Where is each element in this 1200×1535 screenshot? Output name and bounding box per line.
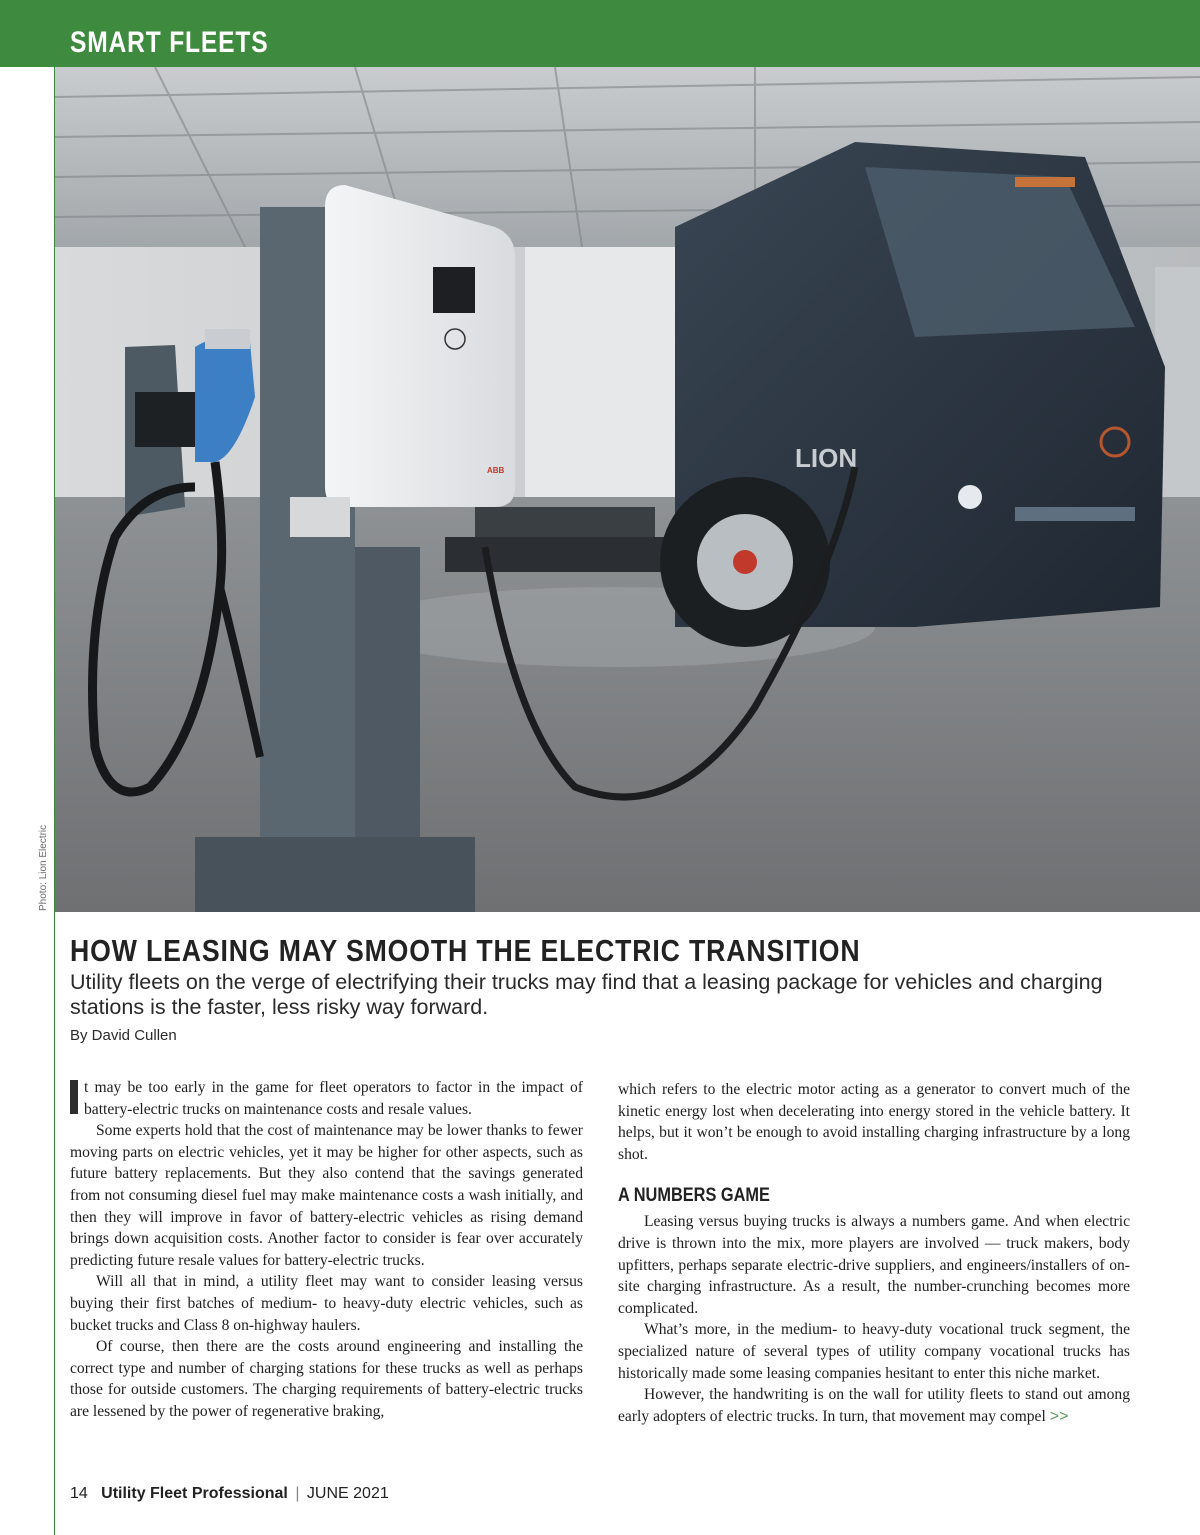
article-headline: HOW LEASING MAY SMOOTH THE ELECTRIC TRANSITION: [70, 933, 861, 968]
article-subhead: A NUMBERS GAME: [618, 1185, 770, 1207]
truck-badge-text: LION: [795, 443, 858, 473]
article-column-right: [618, 1079, 1130, 1427]
body-paragraph: What’s more, in the medium- to heavy-duty vocational truck segment, the specialized nature of several types of utility company vocational trucks has historically made some leasing companies hesitant to enter this niche market.: [618, 1321, 1130, 1382]
continue-arrow-icon: >>: [1049, 1407, 1069, 1425]
section-tag: SMART FLEETS: [70, 26, 269, 59]
article-column-left: [70, 1077, 583, 1423]
body-paragraph: Of course, then there are the costs around engineering and installing the correct type and number of charging stations for these trucks as well as perhaps those for outside customers. The charging requirements of battery-electric trucks are lessened by the power of regenerative braking,: [70, 1338, 583, 1420]
body-paragraph: Some experts hold that the cost of maintenance may be lower thanks to fewer moving parts on electric vehicles, yet it may be higher for other aspects, such as future battery replacements. But they also contend that the savings generated from not consuming diesel fuel may make maintenance costs a wash initially, and then they will improve in favor of battery-electric vehicles as rising demand brings down acquisition costs. Another factor to consider is fear over accurately predicting future resale values for battery-electric trucks.: [70, 1122, 583, 1269]
page-number: 14: [70, 1485, 88, 1502]
issue-date: JUNE 2021: [306, 1485, 389, 1502]
body-paragraph: Will all that in mind, a utility fleet may want to consider leasing versus buying their first batches of medium- to heavy-duty electric vehicles, such as bucket trucks and Class 8 on-highway haulers.: [70, 1273, 583, 1334]
page-footer: [70, 1485, 389, 1503]
hero-photo: [55, 67, 1200, 912]
article-deck: Utility fleets on the verge of electrifying their trucks may find that a leasing package for vehicles and charging stations is the faster, less risky way forward.: [70, 970, 1103, 1019]
footer-separator: |: [295, 1485, 300, 1502]
body-paragraph: However, the handwriting is on the wall for utility fleets to stand out among early adopters of electric trucks. In turn, that movement may compel >>: [618, 1386, 1130, 1425]
body-paragraph: t may be too early in the game for fleet operators to factor in the impact of battery-electric trucks on maintenance costs and resale values.: [70, 1077, 583, 1120]
photo-credit: Photo: Lion Electric: [38, 824, 49, 911]
body-paragraph: which refers to the electric motor acting as a generator to convert much of the kinetic energy lost when decelerating into energy stored in the vehicle battery. It helps, but it won’t be enough to avoid installing charging infrastructure by a long shot.: [618, 1081, 1130, 1163]
charger-brand-text: ABB: [487, 466, 505, 475]
body-paragraph: Leasing versus buying trucks is always a numbers game. And when electric drive is thrown into the mix, more players are involved — truck makers, body upfitters, perhaps separate electric-drive suppliers, and engineers/installers of on-site charging infrastructure. As a result, the number-crunching becomes more complicated.: [618, 1213, 1130, 1317]
magazine-name: Utility Fleet Professional: [101, 1485, 288, 1502]
section-header-band: [0, 0, 1200, 67]
drop-cap: [70, 1080, 78, 1114]
article-byline: By David Cullen: [70, 1027, 177, 1044]
